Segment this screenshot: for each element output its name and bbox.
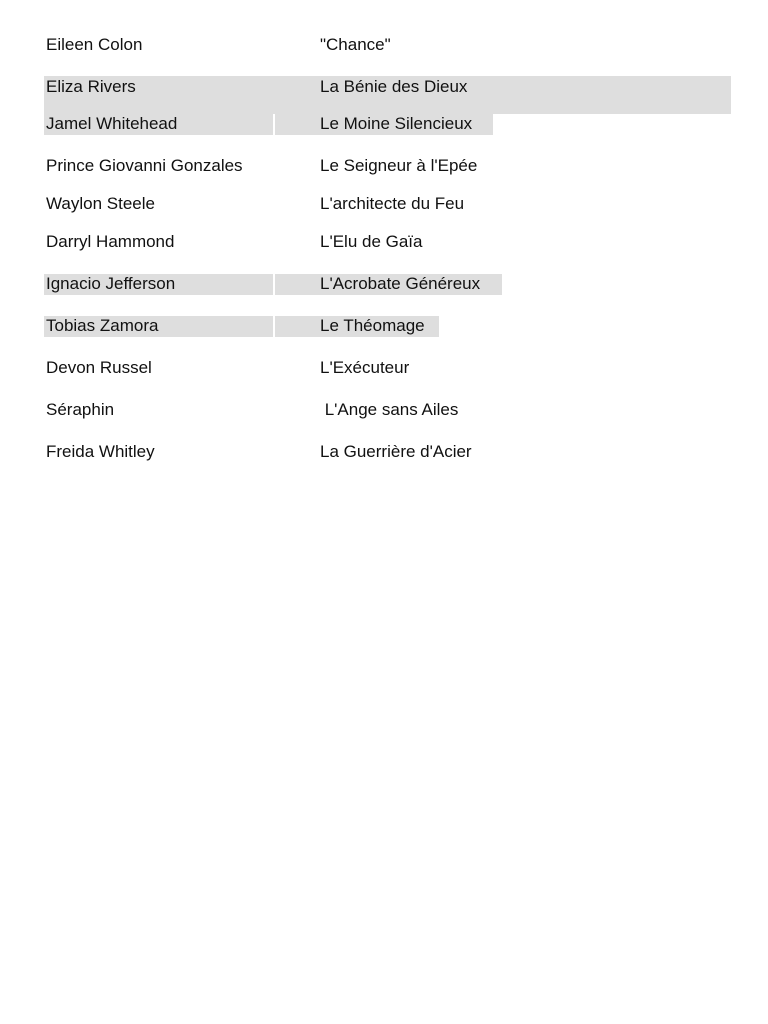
character-name: Devon Russel xyxy=(46,358,152,377)
character-title: L'Acrobate Généreux xyxy=(320,274,481,293)
character-title: L'Ange sans Ailes xyxy=(320,400,459,419)
character-name: Ignacio Jefferson xyxy=(46,274,176,293)
character-name: Tobias Zamora xyxy=(46,316,159,335)
character-title: Le Moine Silencieux xyxy=(320,114,473,133)
character-name: Freida Whitley xyxy=(46,442,155,461)
character-title: La Guerrière d'Acier xyxy=(320,442,472,461)
character-name: Waylon Steele xyxy=(46,194,155,213)
character-title: L'Elu de Gaïa xyxy=(320,232,423,251)
character-name: Prince Giovanni Gonzales xyxy=(46,156,243,175)
character-name: Eliza Rivers xyxy=(46,77,136,96)
character-title: L'architecte du Feu xyxy=(320,194,465,213)
character-title: Le Seigneur à l'Epée xyxy=(320,156,478,175)
character-title: Le Théomage xyxy=(320,316,425,335)
character-name: Eileen Colon xyxy=(46,35,143,54)
character-title: "Chance" xyxy=(320,35,391,54)
character-name: Séraphin xyxy=(46,400,115,419)
character-title: L'Exécuteur xyxy=(320,358,410,377)
character-title: La Bénie des Dieux xyxy=(320,77,468,96)
character-name: Jamel Whitehead xyxy=(46,114,178,133)
character-name: Darryl Hammond xyxy=(46,232,175,251)
